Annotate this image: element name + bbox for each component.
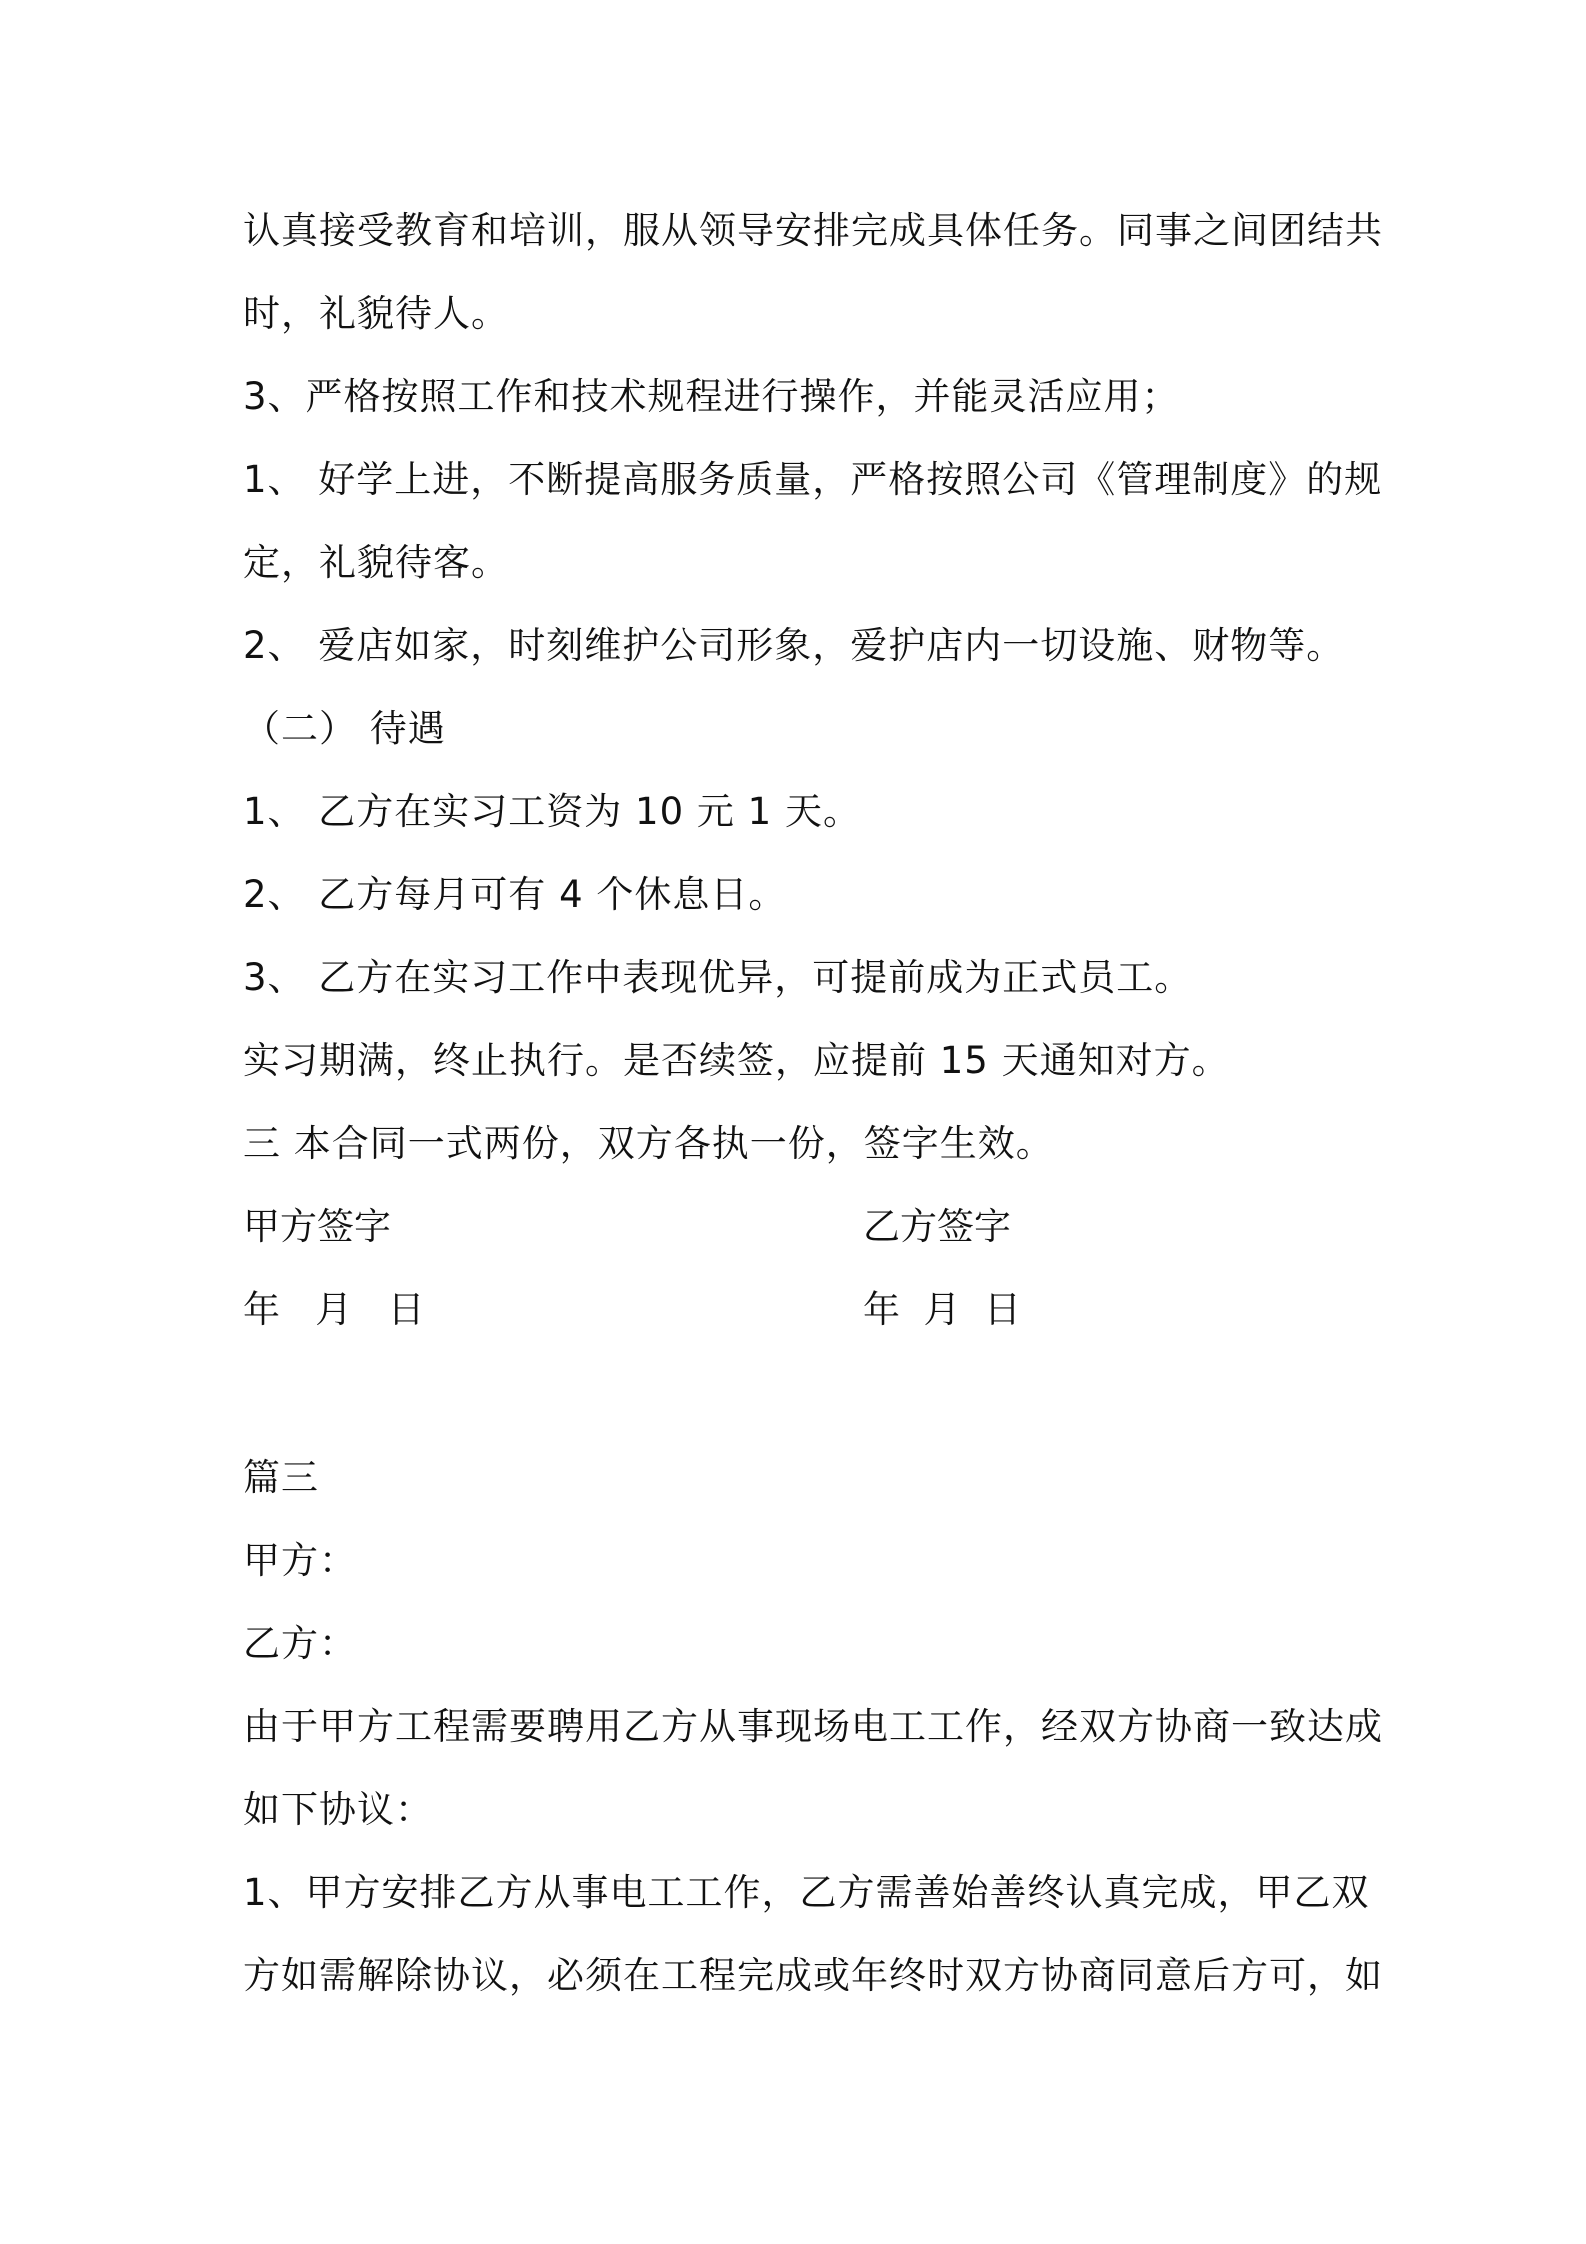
section-heading: （二） 待遇 <box>243 707 446 750</box>
text-line: 2、 爱店如家，时刻维护公司形象，爱护店内一切设施、财物等。 <box>243 624 1345 667</box>
text-line: 1、甲方安排乙方从事电工工作，乙方需善始善终认真完成，甲乙双 <box>243 1871 1370 1914</box>
party-b-date: 年 月 日 <box>863 1288 1022 1331</box>
text-line: 认真接受教育和培训，服从领导安排完成具体任务。同事之间团结共 <box>243 209 1383 252</box>
text-line: 定，礼貌待客。 <box>243 541 509 584</box>
text-line: 3、严格按照工作和技术规程进行操作，并能灵活应用； <box>243 375 1180 418</box>
party-b-label: 乙方： <box>243 1622 357 1665</box>
text-line: 1、 乙方在实习工资为 10 元 1 天。 <box>243 790 861 833</box>
text-line: 2、 乙方每月可有 4 个休息日。 <box>243 873 787 916</box>
text-line: 1、 好学上进，不断提高服务质量，严格按照公司《管理制度》的规 <box>243 458 1383 501</box>
text-line: 由于甲方工程需要聘用乙方从事现场电工工作，经双方协商一致达成 <box>243 1705 1383 1748</box>
party-b-signature-label: 乙方签字 <box>863 1205 1011 1248</box>
text-line: 三 本合同一式两份，双方各执一份，签字生效。 <box>243 1122 1054 1165</box>
party-a-signature-label: 甲方签字 <box>243 1205 391 1248</box>
party-a-date: 年 月 日 <box>243 1288 425 1331</box>
party-a-label: 甲方： <box>243 1539 357 1582</box>
text-line: 方如需解除协议，必须在工程完成或年终时双方协商同意后方可，如 <box>243 1954 1383 1997</box>
text-line: 时，礼貌待人。 <box>243 292 509 335</box>
text-line: 如下协议： <box>243 1788 433 1831</box>
section-title: 篇三 <box>243 1456 319 1499</box>
text-line: 3、 乙方在实习工作中表现优异，可提前成为正式员工。 <box>243 956 1193 999</box>
text-line: 实习期满，终止执行。是否续签，应提前 15 天通知对方。 <box>243 1039 1230 1082</box>
